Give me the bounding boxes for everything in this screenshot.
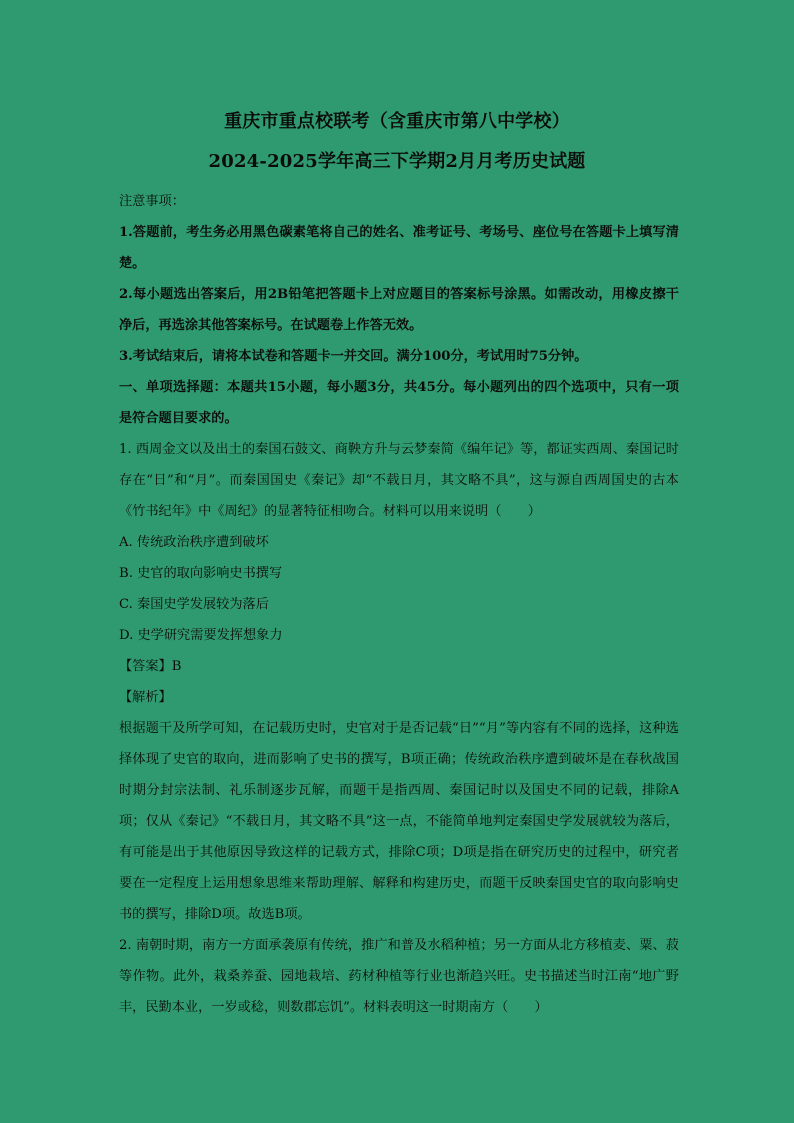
title-line-2: 2024-2025学年高三下学期2月月考历史试题: [208, 151, 586, 172]
section-heading: 一、单项选择题：本题共15小题，每小题3分，共45分。每小题列出的四个选项中，只有一项是符合题目要求的。: [119, 380, 679, 426]
note-item-1: 1.答题前，考生务必用黑色碳素笔将自己的姓名、准考证号、考场号、座位号在答题卡上填写清楚。: [119, 225, 679, 271]
question-1-answer: 【答案】B: [119, 659, 182, 674]
question-1-option-c: C. 秦国史学发展较为落后: [119, 597, 269, 612]
title-line-1: 重庆市重点校联考（含重庆市第八中学校）: [224, 111, 570, 132]
question-1-option-a: A. 传统政治秩序遭到破坏: [119, 535, 269, 550]
question-1-analysis-label: 【解析】: [119, 690, 172, 705]
question-1-analysis: 根据题干及所学可知，在记载历史时，史官对于是否记载“日”“月”等内容有不同的选择，这种选择体现了史官的取向，进而影响了史书的撰写，B项正确；传统政治秩序遭到破坏是在春秋战国时期分封宗法制、礼乐制逐步瓦解，而题干是指西周、秦国记时以及国史不同的记载，排除A项；仅从《秦记》“不载日月，其文略不具”这一点，不能简单地判定秦国史学发展就较为落后，有可能是出于其他原因导致这样的记载方式，排除C项；D项是指在研究历史的过程中，研究者要在一定程度上运用想象思维来帮助理解、解释和构建历史，而题干反映秦国史官的取向影响史书的撰写，排除D项。故选B项。: [119, 721, 679, 922]
question-1-stem: 1. 西周金文以及出土的秦国石鼓文、商鞅方升与云梦秦简《编年记》等，都证实西周、秦国记时存在“日”和“月”。而秦国国史《秦记》却“不载日月，其文略不具”，这与源自西周国史的古本《竹书纪年》中《周纪》的显著特征相吻合。材料可以用来说明（ ）: [119, 442, 679, 519]
document-body: [119, 186, 679, 1023]
notes-heading: 注意事项：: [119, 194, 185, 209]
question-1-option-d: D. 史学研究需要发挥想象力: [119, 628, 283, 643]
question-1-option-b: B. 史官的取向影响史书撰写: [119, 566, 283, 581]
note-item-2: 2.每小题选出答案后，用2B铅笔把答题卡上对应题目的答案标号涂黑。如需改动，用橡皮擦干净后，再选涂其他答案标号。在试题卷上作答无效。: [119, 287, 679, 333]
note-item-3: 3.考试结束后，请将本试卷和答题卡一并交回。满分100分，考试用时75分钟。: [119, 349, 588, 364]
question-2-stem: 2. 南朝时期，南方一方面承袭原有传统，推广和普及水稻种植；另一方面从北方移植麦、粟、菽等作物。此外，栽桑养蚕、园地栽培、药材种植等行业也渐趋兴旺。史书描述当时江南“地广野丰，民勤本业，一岁或稔，则数郡忘饥”。材料表明这一时期南方（ ）: [119, 938, 679, 1015]
